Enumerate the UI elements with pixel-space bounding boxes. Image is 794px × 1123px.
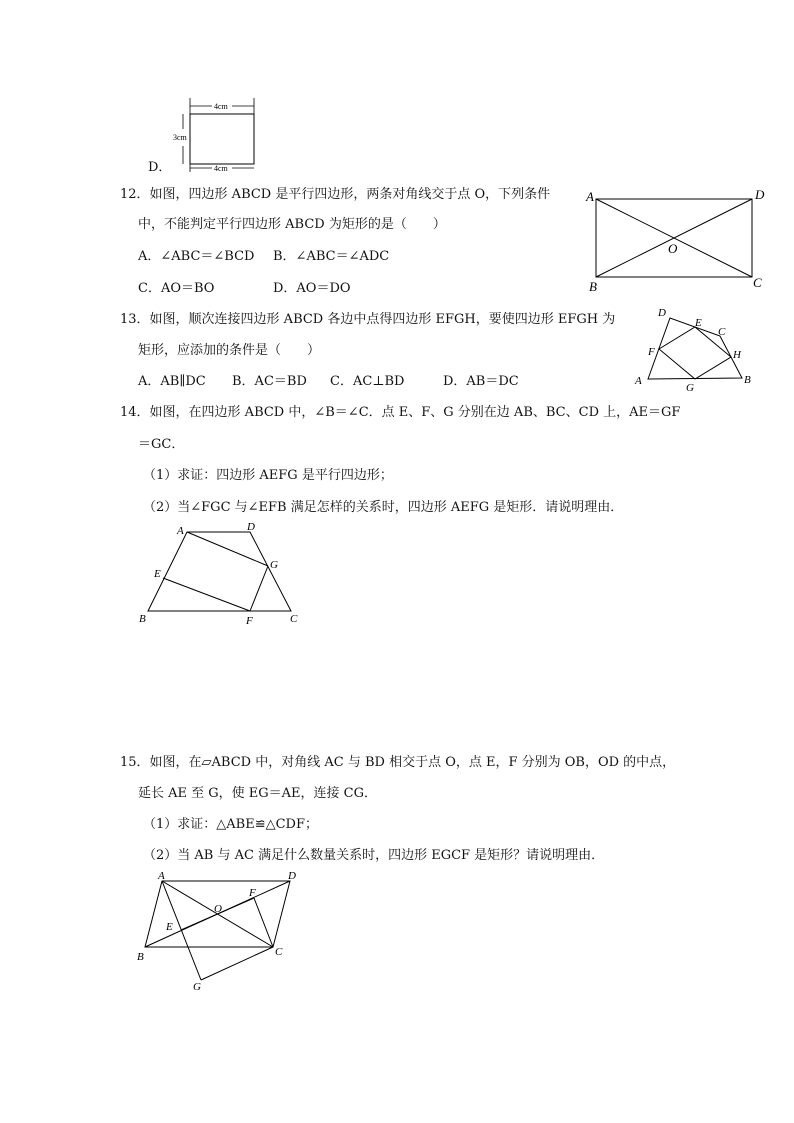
- q12-option-b: B．∠ABC＝∠ADC: [273, 249, 390, 264]
- q15-part2: （2）当 AB 与 AC 满足什么数量关系时，四边形 EGCF 是矩形？请说明理由．: [143, 848, 605, 863]
- q14-figure: [136, 520, 306, 630]
- q14-label-b: B: [139, 613, 146, 625]
- q15-label-g: G: [193, 981, 201, 993]
- q14-label-g: G: [270, 559, 278, 571]
- q13-label-g: G: [686, 382, 694, 394]
- q13-label-h: H: [733, 349, 741, 361]
- q13-option-c: C．AC⊥BD: [330, 374, 405, 389]
- q12-label-c: C: [753, 275, 762, 290]
- q15-part1: （1）求证：△ABE≌△CDF；: [143, 817, 318, 832]
- q14-part1: （1）求证：四边形 AEFG 是平行四边形；: [143, 468, 393, 483]
- q14-part2: （2）当∠FGC 与∠EFB 满足怎样的关系时，四边形 AEFG 是矩形．请说明理由．: [143, 500, 624, 515]
- q15-label-f: F: [249, 887, 256, 899]
- q13-label-e: E: [695, 317, 702, 329]
- q14-line1: 14．如图，在四边形 ABCD 中，∠B＝∠C．点 E、F、G 分别在边 AB、BC、CD 上，AE＝GF: [120, 405, 681, 420]
- q13-line2: 矩形，应添加的条件是（ ）: [138, 343, 321, 358]
- q14-label-a: A: [177, 525, 184, 537]
- q12-option-d: D．AO＝DO: [273, 281, 351, 296]
- q11-option-d-label: D．: [148, 160, 172, 175]
- q14-label-d: D: [247, 521, 255, 533]
- q13-option-d: D．AB＝DC: [443, 374, 519, 389]
- q13-option-b: B．AC＝BD: [232, 374, 307, 389]
- q12-option-c: C．AO＝BO: [138, 281, 215, 296]
- q15-line1: 15．如图，在▱ABCD 中，对角线 AC 与 BD 相交于点 O，点 E，F 分别为 OB，OD 的中点，: [120, 755, 676, 770]
- q15-figure: [130, 868, 310, 993]
- q13-line1: 13．如图，顺次连接四边形 ABCD 各边中点得四边形 EFGH，要使四边形 EFGH 为: [120, 312, 616, 327]
- q12-label-d: D: [755, 187, 765, 202]
- q14-line2: ＝GC．: [138, 437, 185, 452]
- q15-label-d: D: [288, 870, 296, 882]
- q11-top-dim: 4cm: [214, 102, 228, 111]
- q12-option-a: A．∠ABC＝∠BCD: [138, 249, 255, 264]
- q12-line2: 中，不能判定平行四边形 ABCD 为矩形的是（ ）: [138, 217, 446, 232]
- q12-figure: [582, 183, 772, 295]
- q12-label-b: B: [589, 279, 597, 294]
- q13-figure: [632, 302, 762, 394]
- q11-bottom-dim: 4cm: [214, 164, 228, 173]
- q13-label-d: D: [658, 307, 666, 319]
- q15-label-a: A: [158, 870, 165, 882]
- q14-label-f: F: [246, 615, 253, 627]
- q13-label-b: B: [744, 374, 751, 386]
- q15-line2: 延长 AE 至 G，使 EG＝AE，连接 CG．: [138, 786, 378, 801]
- q15-label-b: B: [137, 951, 144, 963]
- q15-label-c: C: [275, 946, 283, 958]
- q14-label-e: E: [154, 568, 161, 580]
- q13-label-c: C: [718, 326, 726, 338]
- q15-label-e: E: [166, 921, 173, 933]
- q13-label-a: A: [635, 375, 642, 387]
- q11-rectangle-figure: [170, 96, 265, 176]
- q11-side-dim: 3cm: [173, 133, 187, 142]
- q15-label-o: O: [214, 903, 222, 915]
- q14-label-c: C: [290, 613, 298, 625]
- q13-label-f: F: [648, 346, 655, 358]
- q12-label-a: A: [586, 189, 594, 204]
- q12-label-o: O: [668, 241, 678, 256]
- q13-option-a: A．AB∥DC: [138, 374, 206, 389]
- q12-line1: 12．如图，四边形 ABCD 是平行四边形，两条对角线交于点 O，下列条件: [120, 187, 551, 202]
